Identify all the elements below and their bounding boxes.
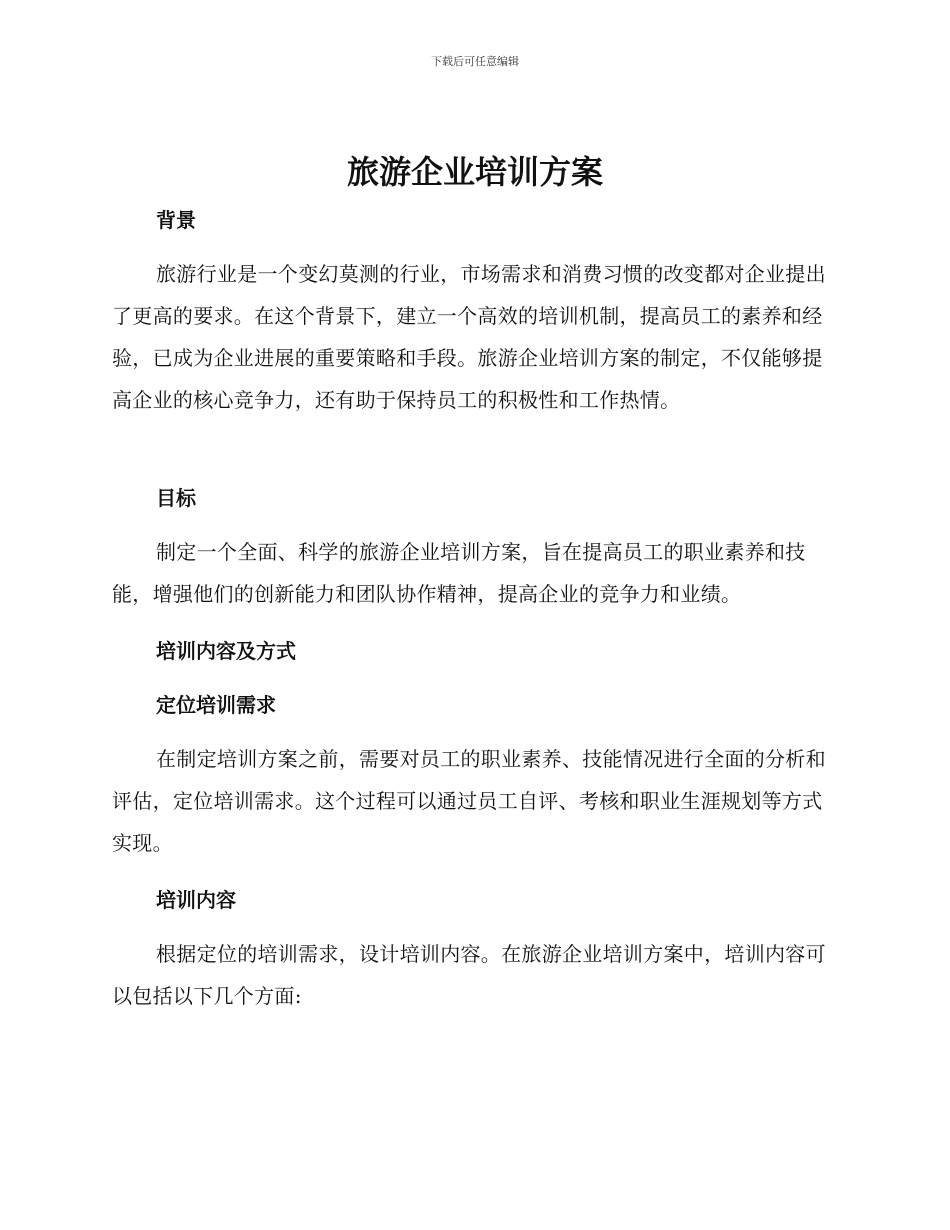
section-heading-background: 背景	[156, 208, 196, 232]
paragraph-goal: 制定一个全面、科学的旅游企业培训方案，旨在提高员工的职业素养和技能，增强他们的创新能力和团队协作精神，提高企业的竞争力和业绩。	[112, 540, 806, 606]
section-heading-goal: 目标	[156, 486, 196, 510]
header-note: 下载后可任意编辑	[431, 55, 519, 68]
document-title: 旅游企业培训方案	[346, 153, 603, 191]
paragraph-content: 根据定位的培训需求，设计培训内容。在旅游企业培训方案中，培训内容可以包括以下几个方面:	[112, 942, 826, 1008]
section-heading-content: 培训内容	[156, 888, 236, 912]
paragraph-needs: 在制定培训方案之前，需要对员工的职业素养、技能情况进行全面的分析和评估，定位培训需求。这个过程可以通过员工自评、考核和职业生涯规划等方式实现。	[112, 747, 826, 855]
section-heading-content-and-method: 培训内容及方式	[156, 639, 296, 663]
paragraph-background: 旅游行业是一个变幻莫测的行业，市场需求和消费习惯的改变都对企业提出了更高的要求。在这个背景下，建立一个高效的培训机制，提高员工的素养和经验，已成为企业进展的重要策略和手段。旅游企业培训方案的制定，不仅能够提高企业的核心竞争力，还有助于保持员工的积极性和工作热情。	[112, 262, 826, 412]
section-heading-needs: 定位培训需求	[156, 693, 276, 717]
